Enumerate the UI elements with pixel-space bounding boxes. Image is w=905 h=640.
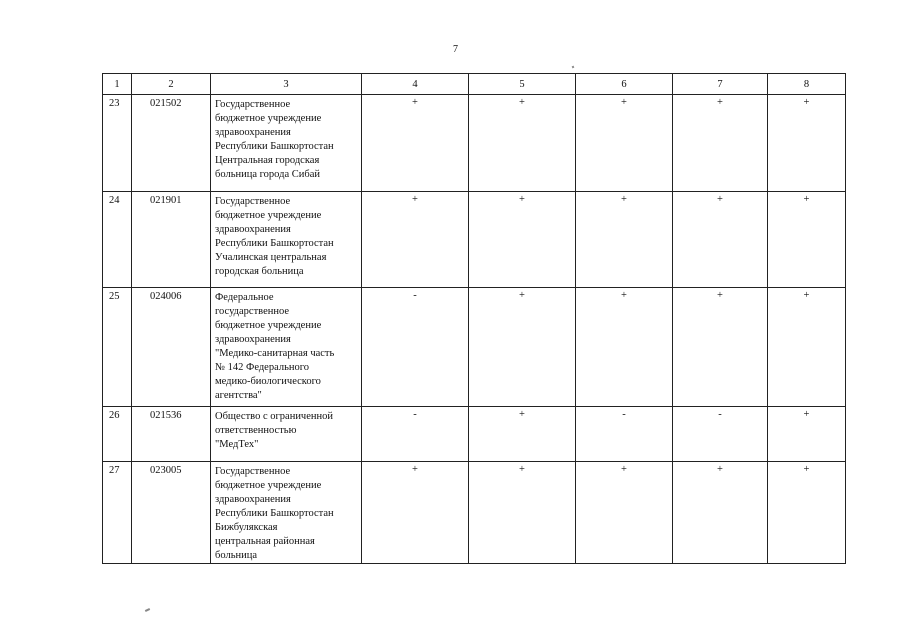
row-code: 021901: [132, 192, 211, 288]
name-line: Бижбулякская: [215, 522, 278, 533]
header-cell: 4: [362, 74, 469, 95]
name-line: Государственное: [215, 196, 291, 207]
name-line: № 142 Федерального: [215, 362, 310, 373]
mark-cell: +: [673, 95, 768, 192]
row-code: 024006: [132, 288, 211, 407]
row-code: 021536: [132, 407, 211, 462]
name-line: Республики Башкортостан: [215, 141, 334, 152]
table-row: [103, 407, 846, 462]
header-cell: 1: [103, 74, 132, 95]
name-line: городская больница: [215, 266, 304, 277]
name-line: здравоохранения: [215, 494, 291, 505]
name-line: центральная районная: [215, 536, 315, 547]
mark-cell: +: [768, 192, 846, 288]
name-line: "МедТех": [215, 439, 259, 450]
name-line: Центральная городская: [215, 155, 320, 166]
mark-cell: +: [576, 95, 673, 192]
organization-name: [211, 407, 362, 462]
mark-cell: +: [362, 192, 469, 288]
mark-cell: +: [362, 462, 469, 564]
organization-name: [211, 95, 362, 192]
organization-name: [211, 192, 362, 288]
name-line: ответственностью: [215, 425, 297, 436]
name-line: медико-биологического: [215, 376, 321, 387]
row-number: 27: [103, 462, 132, 564]
name-line: больница города Сибай: [215, 169, 320, 180]
mark-cell: +: [673, 288, 768, 407]
scan-speck: [572, 66, 575, 69]
name-line: бюджетное учреждение: [215, 210, 322, 221]
row-code: 021502: [132, 95, 211, 192]
name-line: Государственное: [215, 466, 291, 477]
header-cell: 8: [768, 74, 846, 95]
name-line: Федеральное: [215, 292, 274, 303]
mark-cell: -: [362, 288, 469, 407]
name-line: бюджетное учреждение: [215, 320, 322, 331]
name-line: бюджетное учреждение: [215, 113, 322, 124]
organization-name: [211, 462, 362, 564]
header-cell: 7: [673, 74, 768, 95]
name-line: Общество с ограниченной: [215, 411, 333, 422]
mark-cell: +: [768, 407, 846, 462]
table-row: [103, 192, 846, 288]
page-number: 7: [453, 44, 458, 55]
header-cell: 2: [132, 74, 211, 95]
mark-cell: +: [576, 192, 673, 288]
name-line: Государственное: [215, 99, 291, 110]
name-line: "Медико-санитарная часть: [215, 348, 335, 359]
mark-cell: -: [673, 407, 768, 462]
row-code: 023005: [132, 462, 211, 564]
mark-cell: +: [768, 462, 846, 564]
row-number: 23: [103, 95, 132, 192]
mark-cell: +: [469, 288, 576, 407]
organization-name: [211, 288, 362, 407]
header-cell: 5: [469, 74, 576, 95]
header-cell: 6: [576, 74, 673, 95]
table-row: [103, 288, 846, 407]
name-line: бюджетное учреждение: [215, 480, 322, 491]
mark-cell: -: [576, 407, 673, 462]
scan-speck: [145, 608, 150, 612]
table-row: [103, 462, 846, 564]
row-number: 25: [103, 288, 132, 407]
name-line: здравоохранения: [215, 127, 291, 138]
name-line: агентства": [215, 390, 262, 401]
table-row: [103, 95, 846, 192]
mark-cell: +: [469, 95, 576, 192]
header-row: [103, 74, 846, 95]
name-line: Республики Башкортостан: [215, 508, 334, 519]
mark-cell: +: [362, 95, 469, 192]
mark-cell: +: [576, 462, 673, 564]
name-line: государственное: [215, 306, 290, 317]
mark-cell: +: [576, 288, 673, 407]
mark-cell: +: [768, 95, 846, 192]
name-line: Республики Башкортостан: [215, 238, 334, 249]
mark-cell: +: [469, 462, 576, 564]
name-line: здравоохранения: [215, 224, 291, 235]
header-cell: 3: [211, 74, 362, 95]
row-number: 24: [103, 192, 132, 288]
mark-cell: +: [768, 288, 846, 407]
name-line: Учалинская центральная: [215, 252, 327, 263]
mark-cell: +: [469, 407, 576, 462]
mark-cell: +: [673, 462, 768, 564]
name-line: больница: [215, 550, 257, 561]
facilities-table: [102, 73, 846, 564]
mark-cell: -: [362, 407, 469, 462]
mark-cell: +: [469, 192, 576, 288]
name-line: здравоохранения: [215, 334, 291, 345]
mark-cell: +: [673, 192, 768, 288]
row-number: 26: [103, 407, 132, 462]
